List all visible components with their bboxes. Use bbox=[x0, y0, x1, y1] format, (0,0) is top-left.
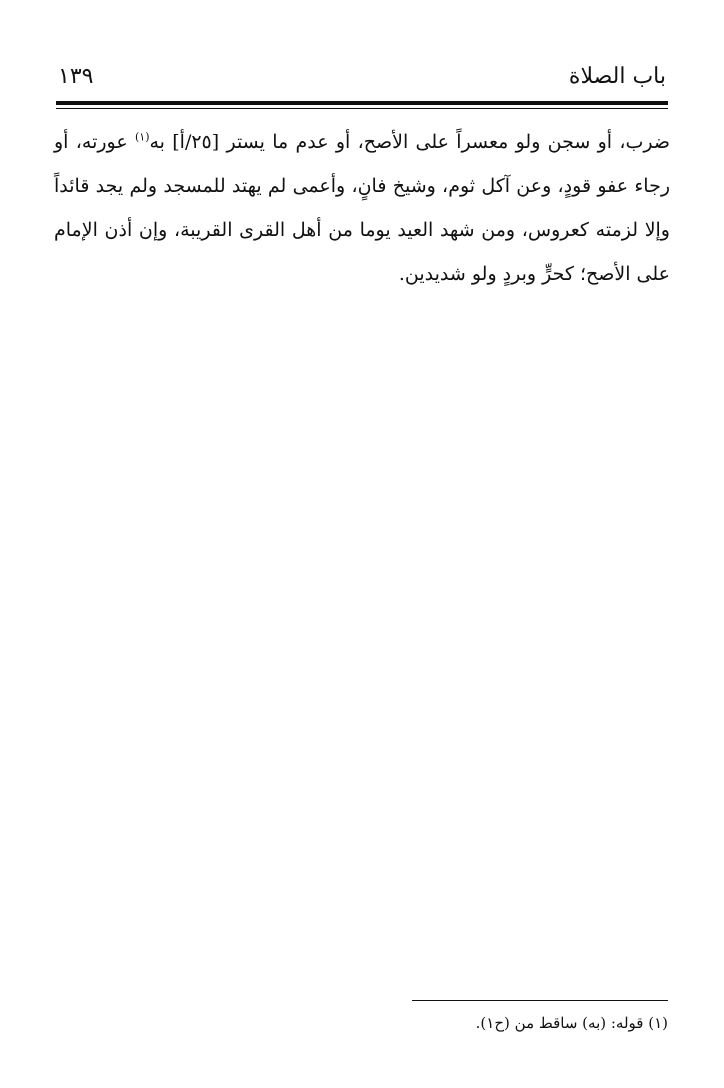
chapter-title: باب الصلاة bbox=[568, 64, 666, 89]
header-rule-thick bbox=[56, 101, 668, 105]
footnote: (١) قوله: (به) ساقط من (ح١). bbox=[475, 1014, 668, 1032]
main-text-part-1: ضرب، أو سجن ولو معسراً على الأصح، أو عدم ما يستر [٢٥/أ] به bbox=[149, 131, 670, 153]
page-header bbox=[56, 62, 668, 98]
footnote-separator bbox=[412, 1000, 668, 1001]
main-text bbox=[54, 120, 670, 296]
header-rule-thin bbox=[56, 108, 668, 109]
footnote-reference: (١) bbox=[134, 130, 150, 144]
page-number: ١٣٩ bbox=[58, 64, 94, 89]
main-text-part-2: عورته، أو رجاء عفو قودٍ، وعن آكل ثوم، وشيخ فانٍ، وأعمى لم يهتد للمسجد ولم يجد قائداً وإلا لزمته كعروس، ومن شهد العيد يوما من أهل القرى القريبة، وإن أذن الإمام على الأصح؛ كحرٍّ وبردٍ ولو شديدين. bbox=[54, 131, 670, 285]
